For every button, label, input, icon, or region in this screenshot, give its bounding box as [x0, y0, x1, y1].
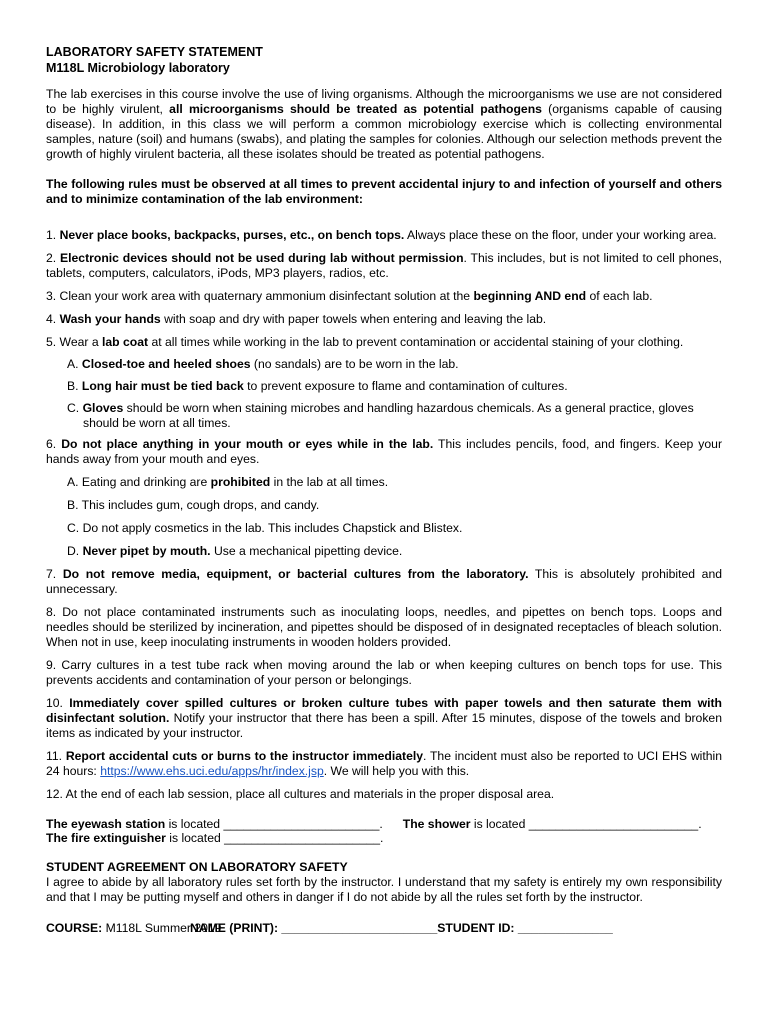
- shower-blank: is located _________________________.: [470, 817, 702, 831]
- sub-text: to prevent exposure to flame and contamination of cultures.: [243, 379, 568, 393]
- rule-number: 1.: [46, 228, 60, 242]
- location-line-2: [46, 831, 722, 845]
- sub-text: in the lab at all times.: [270, 475, 389, 489]
- rule-5c-continued: should be worn at all times.: [83, 416, 231, 430]
- rule-text: . We will help you with this.: [323, 764, 470, 778]
- rule-5c: [67, 401, 722, 416]
- rule-bold: Electronic devices should not be used during lab without permission: [60, 251, 464, 265]
- rule-7: [46, 567, 722, 597]
- rule-bold: beginning AND end: [473, 289, 587, 303]
- sub-text: should be worn when staining microbes and handling hazardous chemicals. As a general practice, gloves: [123, 401, 694, 415]
- sub-bold: Never pipet by mouth.: [82, 544, 211, 558]
- rule-5b: [67, 379, 722, 394]
- rule-text: with soap and dry with paper towels when entering and leaving the lab.: [160, 312, 547, 326]
- sub-text: A. Eating and drinking are: [67, 475, 211, 489]
- fire-extinguisher-label: The fire extinguisher: [46, 831, 166, 845]
- rule-number: 10.: [46, 696, 70, 710]
- rule-text: . This includes, but is not limited to cell phones, tablets, computers, calculators, iPods, MP3 players, radios, etc.: [46, 251, 722, 280]
- rule-bold: Do not place anything in your mouth or eyes while in the lab.: [61, 437, 434, 451]
- rule-1: [46, 228, 722, 243]
- rule-9: 9. Carry cultures in a test tube rack when moving around the lab or when keeping cultures on bench tops for use. This prevents accidents and contamination of your person or belongings.: [46, 658, 722, 687]
- shower-label: The shower: [402, 817, 471, 831]
- rule-number: 11.: [46, 749, 66, 763]
- eyewash-label: The eyewash station: [46, 817, 166, 831]
- rule-bold: Wash your hands: [59, 312, 161, 326]
- sub-label: A.: [67, 357, 82, 371]
- rule-text: 5. Wear a: [46, 335, 102, 349]
- sub-label: D.: [67, 544, 83, 558]
- document-page: [46, 44, 722, 936]
- rule-bold: Immediately cover spilled cultures or broken culture tubes with paper towels and then saturate them with disinfectant solution.: [46, 696, 722, 725]
- rule-bold: Do not remove media, equipment, or bacterial cultures from the laboratory.: [62, 567, 529, 581]
- rule-12: 12. At the end of each lab session, place all cultures and materials in the proper disposal area.: [46, 787, 555, 801]
- location-line-1: [46, 817, 722, 831]
- fire-extinguisher-blank: is located _______________________.: [165, 831, 384, 845]
- rule-text: Always place these on the floor, under your working area.: [404, 228, 717, 242]
- rule-text: 3. Clean your work area with quaternary ammonium disinfectant solution at the: [46, 289, 474, 303]
- rule-number: 2.: [46, 251, 60, 265]
- eyewash-blank: is located _______________________.: [165, 817, 383, 831]
- intro-bold: all microorganisms should be treated as potential pathogens: [169, 102, 542, 116]
- rule-text: This is absolutely prohibited and unnecessary.: [46, 567, 722, 596]
- intro-paragraph: [46, 87, 722, 162]
- student-id-field: STUDENT ID: ______________: [437, 921, 613, 935]
- rule-bold: Never place books, backpacks, purses, etc., on bench tops.: [59, 228, 405, 242]
- rule-bold: Report accidental cuts or burns to the instructor immediately: [65, 749, 424, 763]
- rule-8: 8. Do not place contaminated instruments such as inoculating loops, needles, and pipettes on bench tops. Loops and needles should be sterilized by incineration, and pipettes should be disposed of in designated receptacles of bleach solution. When not in use, keep inoculating instruments in wooden holders provided.: [46, 605, 722, 649]
- rule-10: [46, 696, 722, 741]
- rule-bold: lab coat: [102, 335, 149, 349]
- rules-intro: The following rules must be observed at all times to prevent accidental injury to and infection of yourself and others and to minimize contamination of the lab environment:: [46, 177, 722, 206]
- rule-11: [46, 749, 722, 779]
- rule-text: Notify your instructor that there has been a spill. After 15 minutes, dispose of the towels and broken items as indicated by your instructor.: [46, 711, 722, 740]
- agreement-title: STUDENT AGREEMENT ON LABORATORY SAFETY: [46, 860, 348, 874]
- rule-6c: C. Do not apply cosmetics in the lab. This includes Chapstick and Blistex.: [67, 521, 463, 535]
- rule-number: 4.: [46, 312, 60, 326]
- rule-number: 6.: [46, 437, 62, 451]
- sub-text: (no sandals) are to be worn in the lab.: [250, 357, 459, 371]
- rule-text: This includes pencils, food, and fingers. Keep your hands away from your mouth and eyes.: [46, 437, 723, 466]
- document-title: LABORATORY SAFETY STATEMENT: [46, 45, 263, 59]
- intro-text-1: The lab exercises in this course involve the use of living organisms. Although the microorganisms we use are not considered to be highly virulent,: [46, 87, 722, 116]
- rule-6b: B. This includes gum, cough drops, and candy.: [67, 498, 320, 512]
- rule-number: 7.: [46, 567, 63, 581]
- name-print-field: NAME (PRINT): _______________________: [190, 921, 438, 935]
- rule-2: [46, 251, 722, 281]
- sub-bold: Closed-toe and heeled shoes: [81, 357, 251, 371]
- rule-5: [46, 335, 722, 350]
- rule-5a: [67, 357, 722, 372]
- rule-text: at all times while working in the lab to prevent contamination or accidental staining of your clothing.: [148, 335, 684, 349]
- agreement-text: I agree to abide by all laboratory rules set forth by the instructor. I understand that my safety is entirely my own responsibility and that I may be putting myself and others in danger if I do not abide by all the rules set forth by the instructor.: [46, 875, 722, 904]
- rule-4: [46, 312, 722, 327]
- sub-label: C.: [67, 401, 83, 415]
- course-label: COURSE:: [46, 921, 103, 935]
- rule-6a: [67, 475, 722, 490]
- sub-bold: Long hair must be tied back: [81, 379, 244, 393]
- ehs-link[interactable]: https://www.ehs.uci.edu/apps/hr/index.jsp: [100, 764, 324, 778]
- sub-text: Use a mechanical pipetting device.: [210, 544, 403, 558]
- rule-3: [46, 289, 722, 304]
- course-value: M118L Summer 2019: [102, 921, 222, 935]
- intro-text-2: (organisms capable of causing disease). In addition, in this class we will perform a common microbiology exercise which is collecting environmental samples, nature (soil) and humans (swabs), and plating the samples for colonies. Although our selection methods prevent the growth of highly virulent bacteria, all these isolates should be treated as potential pathogens.: [46, 102, 722, 161]
- document-subtitle: M118L Microbiology laboratory: [46, 61, 230, 75]
- rule-6d: [67, 544, 722, 559]
- rule-text: of each lab.: [586, 289, 653, 303]
- sub-bold: Gloves: [82, 401, 124, 415]
- rule-6: [46, 437, 722, 467]
- sub-label: B.: [67, 379, 82, 393]
- sub-bold: prohibited: [210, 475, 271, 489]
- rule-text: . The incident must also be reported to UCI EHS within 24 hours:: [46, 749, 722, 778]
- signature-line: [46, 921, 722, 936]
